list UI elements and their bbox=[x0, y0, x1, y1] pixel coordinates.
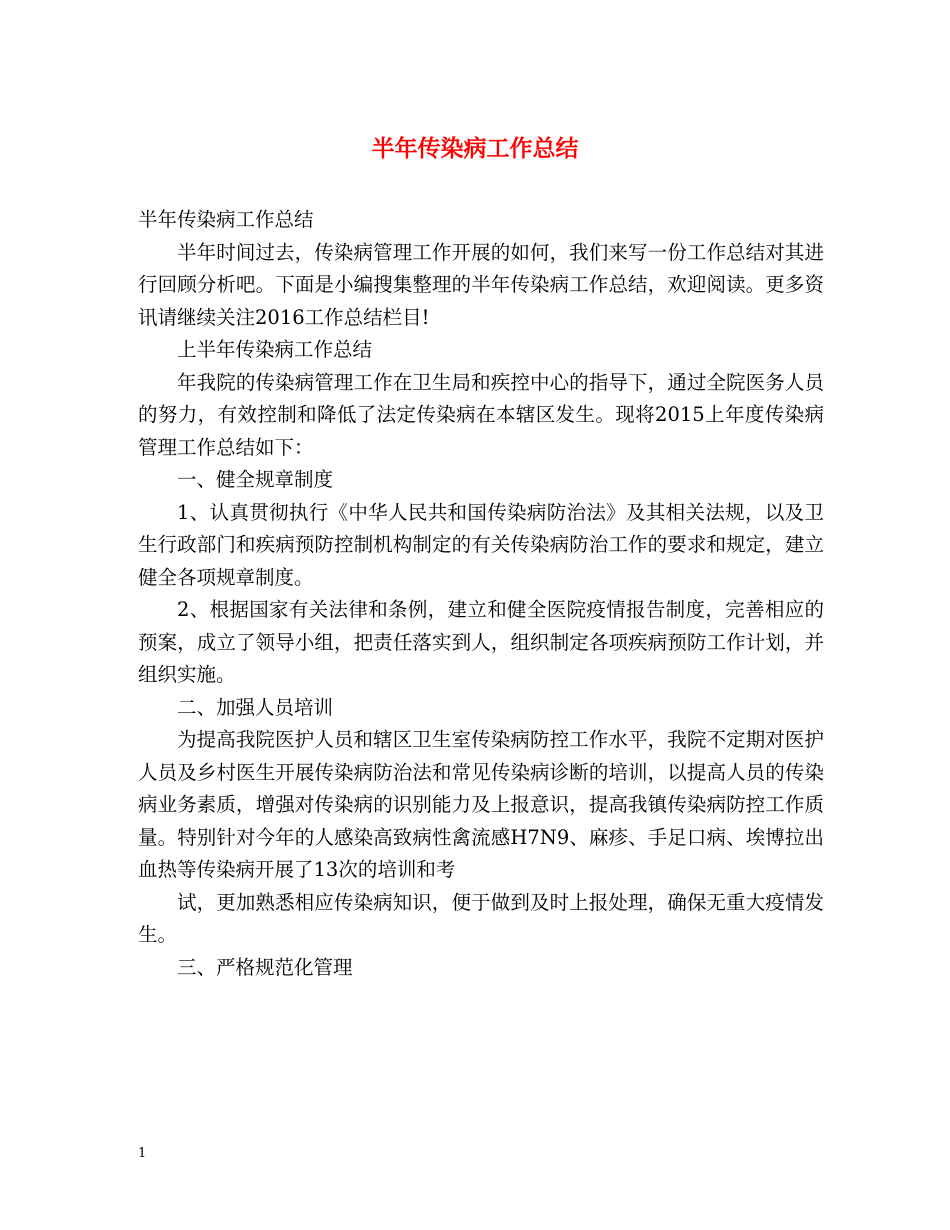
document-body bbox=[138, 204, 824, 984]
document-title: 半年传染病工作总结 bbox=[371, 135, 579, 162]
paragraph: 上半年传染病工作总结 bbox=[177, 338, 373, 361]
paragraph: 一、健全规章制度 bbox=[177, 468, 334, 491]
paragraph: 二、加强人员培训 bbox=[177, 695, 334, 719]
paragraph: 半年时间过去，传染病管理工作开展的如何，我们来写一份工作总结对其进行回顾分析吧。下面是小编搜集整理的半年传染病工作总结，欢迎阅读。更多资讯请继续关注2016工作总结栏目! bbox=[138, 240, 824, 329]
paragraph: 2、根据国家有关法律和条例，建立和健全医院疫情报告制度，完善相应的预案，成立了领导小组，把责任落实到人，组织制定各项疾病预防工作计划，并组织实施。 bbox=[138, 598, 824, 686]
paragraph: 年我院的传染病管理工作在卫生局和疾控中心的指导下，通过全院医务人员的努力，有效控制和降低了法定传染病在本辖区发生。现将2015上年度传染病管理工作总结如下： bbox=[138, 370, 824, 459]
page-number: 1 bbox=[138, 1146, 147, 1161]
paragraph: 试，更加熟悉相应传染病知识，便于做到及时上报处理，确保无重大疫情发生。 bbox=[138, 890, 824, 946]
paragraph: 1、认真贯彻执行《中华人民共和国传染病防治法》及其相关法规，以及卫生行政部门和疾病预防控制机构制定的有关传染病防治工作的要求和规定，建立健全各项规章制度。 bbox=[138, 500, 824, 589]
paragraph: 三、严格规范化管理 bbox=[177, 955, 353, 979]
paragraph: 为提高我院医护人员和辖区卫生室传染病防控工作水平，我院不定期对医护人员及乡村医生开展传染病防治法和常见传染病诊断的培训，以提高人员的传染病业务素质，增强对传染病的识别能力及上报意识，提高我镇传染病防控工作质量。特别针对今年的人感染高致病性禽流感H7N9、麻疹、手足口病、埃博拉出血热等传染病开展了13次的培训和考 bbox=[138, 728, 824, 881]
paragraph: 半年传染病工作总结 bbox=[138, 208, 314, 231]
